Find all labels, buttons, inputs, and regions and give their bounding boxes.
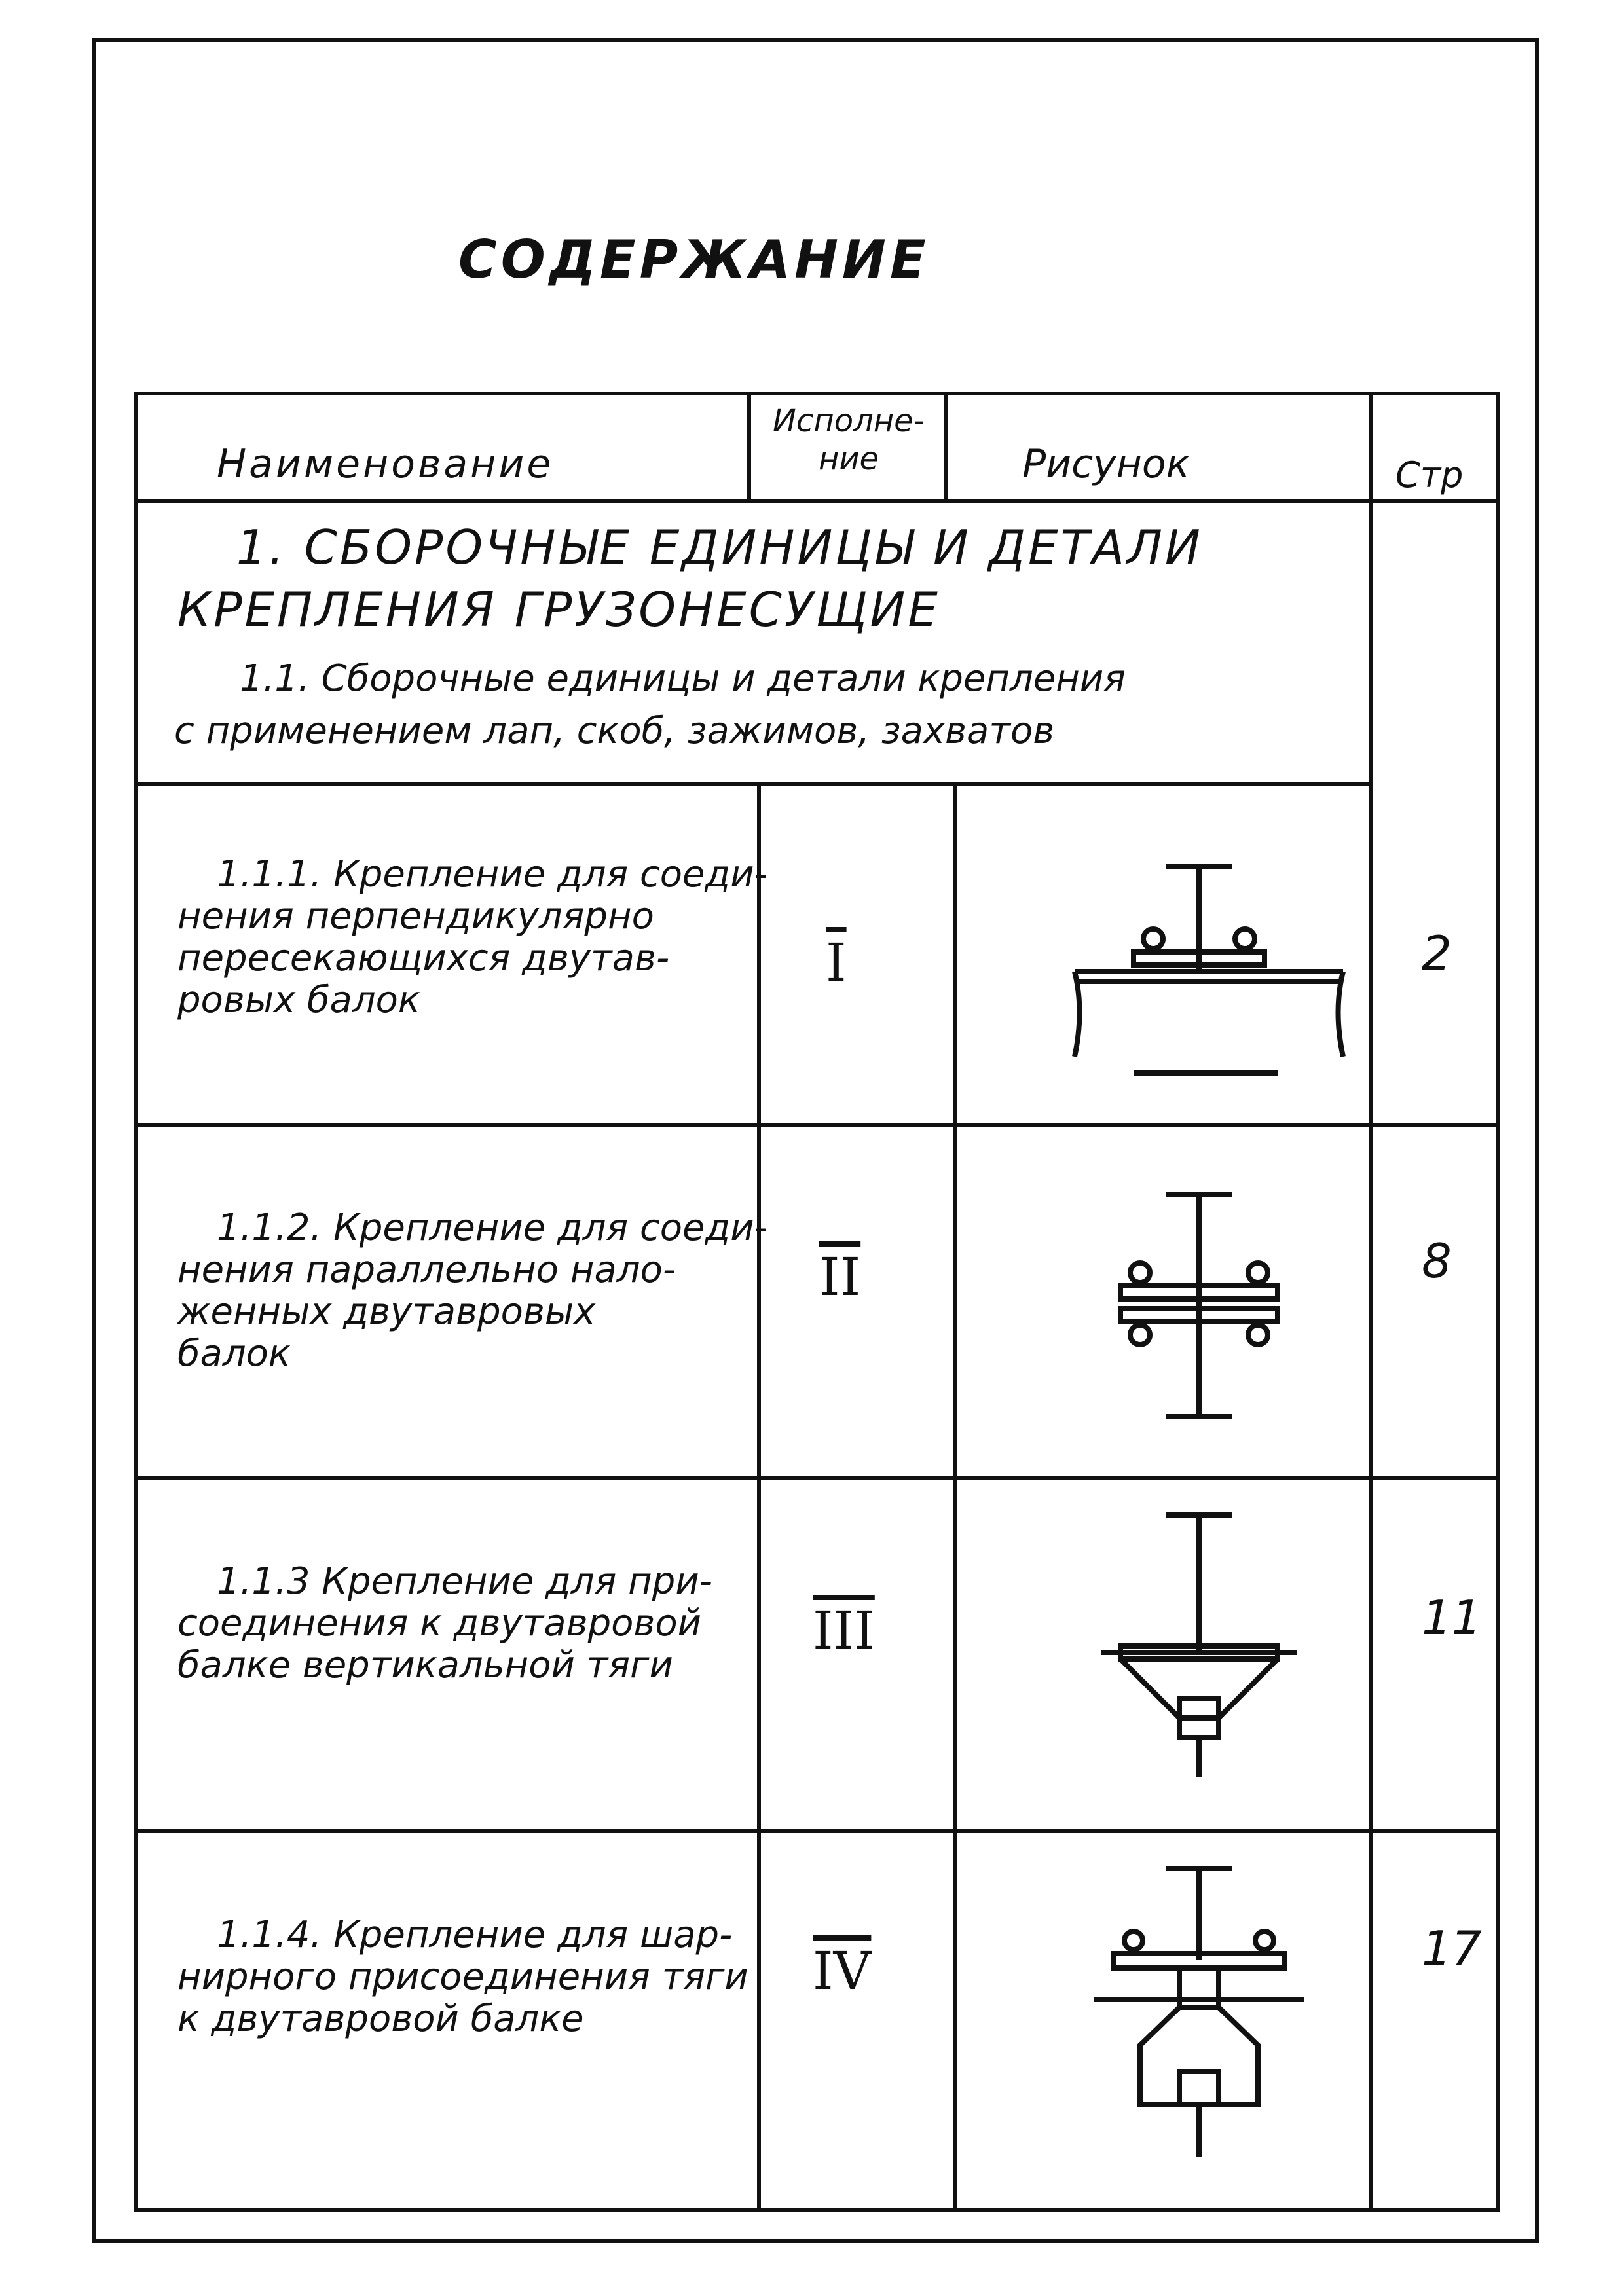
row-1-line1: 1.1.1. Крепление для соеди-	[217, 853, 767, 896]
row-3-line2: соединения к двутавровой	[177, 1602, 702, 1645]
section-title-line1: 1. СБОРОЧНЫЕ ЕДИНИЦЫ И ДЕТАЛИ	[236, 520, 1203, 575]
row-name-3	[177, 1561, 712, 1686]
row-2-line1: 1.1.2. Крепление для соеди-	[217, 1207, 767, 1249]
header-variant-line2: ние	[818, 441, 879, 477]
header-page: Стр	[1395, 454, 1464, 496]
row-1-variant: $\overline{I}$	[826, 932, 847, 993]
header-variant-line1: Исполне-	[773, 403, 925, 439]
row-2-variant: $\overline{II}$	[819, 1247, 861, 1307]
row-4-variant: $\overline{IV}$	[813, 1941, 872, 2001]
header-variant	[760, 402, 937, 478]
row-3-line3: балке вертикальной тяги	[177, 1644, 673, 1686]
row-2-page: 8	[1422, 1233, 1452, 1288]
row-4-line1: 1.1.4. Крепление для шар-	[217, 1914, 733, 1956]
row-2-line4: балок	[177, 1332, 291, 1375]
col-divider-variant-rows	[953, 782, 957, 2212]
row-2-line3: женных двутавровых	[177, 1290, 596, 1333]
section-subtitle-line1: 1.1. Сборочные единицы и детали крепления	[240, 657, 1126, 700]
row-1-line4: ровых балок	[177, 979, 420, 1021]
page-title: СОДЕРЖАНИЕ	[458, 229, 930, 290]
row-3-variant: $\overline{III}$	[813, 1600, 875, 1661]
header-name: Наименование	[217, 441, 554, 487]
section-subtitle-line2: с применением лап, скоб, зажимов, захватов	[174, 710, 1055, 752]
row-divider-3	[138, 1829, 1496, 1833]
row-divider-1	[138, 1123, 1496, 1127]
row-1-page: 2	[1422, 926, 1452, 981]
row-4-line2: нирного присоединения тяги	[177, 1956, 748, 1998]
perpendicular-i-beam-clamp-icon	[1055, 841, 1369, 1105]
hinged-rod-attachment-icon	[1081, 1855, 1317, 2172]
row-1-line3: пересекающихся двутав-	[177, 937, 670, 979]
row-3-line1: 1.1.3 Крепление для при-	[217, 1560, 712, 1603]
row-2-line2: нения параллельно нало-	[177, 1248, 676, 1291]
row-4-page: 17	[1422, 1921, 1482, 1976]
contents-table	[134, 392, 1500, 2212]
parallel-i-beam-clamp-icon	[1094, 1181, 1304, 1432]
section-title-line2: КРЕПЛЕНИЯ ГРУЗОНЕСУЩИЕ	[177, 582, 940, 637]
row-4-line3: к двутавровой балке	[177, 1997, 584, 2040]
section-divider	[138, 782, 1369, 786]
col-divider-name	[747, 395, 751, 499]
vertical-rod-attachment-icon	[1081, 1502, 1317, 1793]
row-name-2	[177, 1207, 767, 1375]
row-name-1	[177, 854, 767, 1021]
col-divider-variant	[944, 395, 948, 499]
row-3-page: 11	[1422, 1590, 1482, 1645]
header-divider	[138, 499, 1496, 503]
header-figure: Рисунок	[1022, 441, 1190, 487]
row-name-4	[177, 1914, 748, 2040]
row-divider-2	[138, 1476, 1496, 1480]
row-1-line2: нения перпендикулярно	[177, 895, 654, 938]
col-divider-page	[1369, 395, 1373, 2212]
